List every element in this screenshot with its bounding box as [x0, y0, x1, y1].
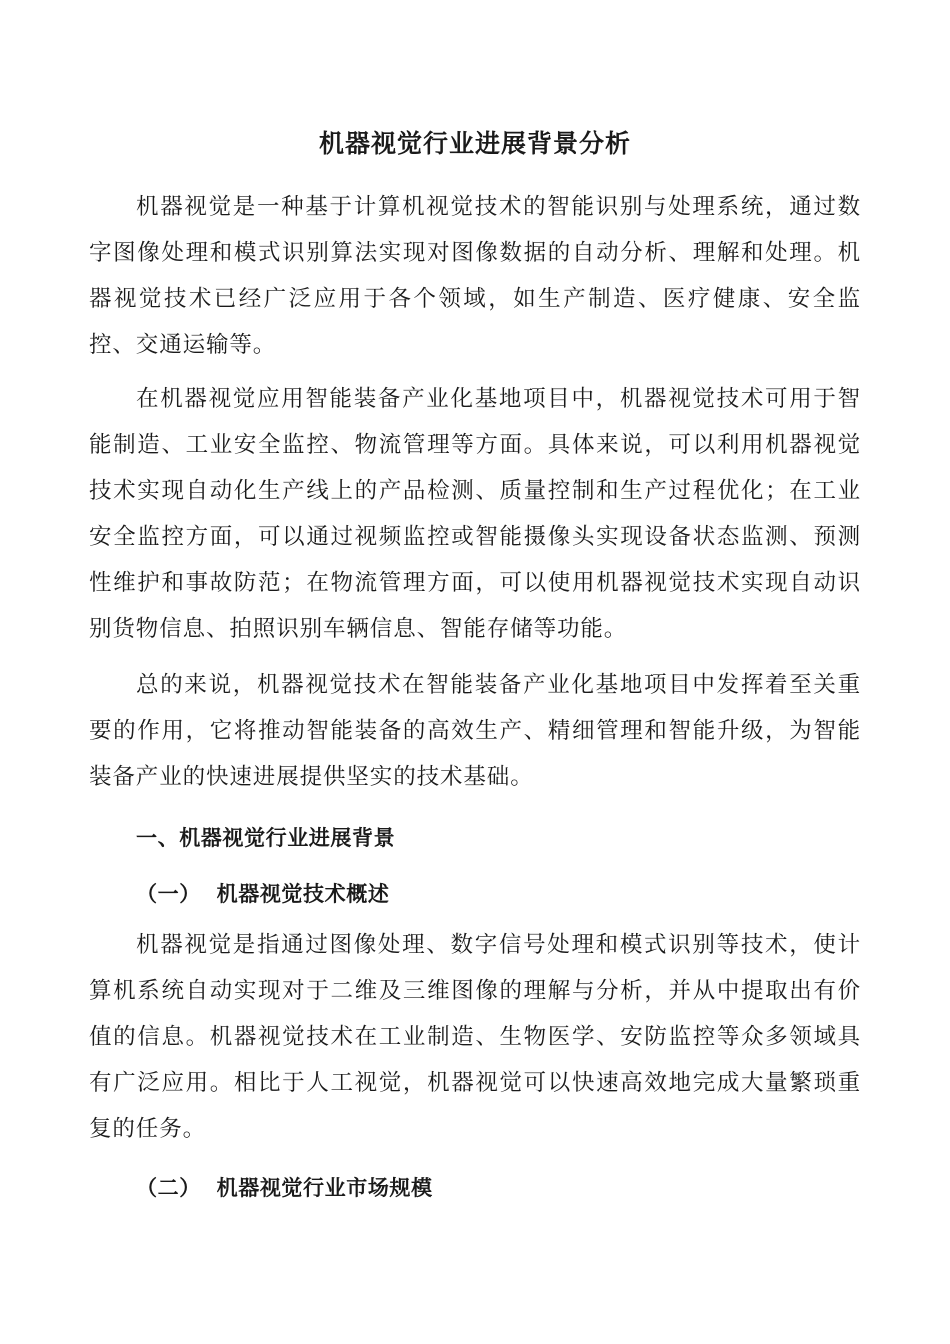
- intro-paragraph-3: 总的来说，机器视觉技术在智能装备产业化基地项目中发挥着至关重要的作用，它将推动智能装备的高效生产、精细管理和智能升级，为智能装备产业的快速进展提供坚实的技术基础。: [89, 672, 861, 790]
- subsection-1-heading: （一） 机器视觉技术概述: [136, 881, 390, 906]
- subsection-1-paragraph: 机器视觉是指通过图像处理、数字信号处理和模式识别等技术，使计算机系统自动实现对于二维及三维图像的理解与分析，并从中提取出有价值的信息。机器视觉技术在工业制造、生物医学、安防监控等众多领域具有广泛应用。相比于人工视觉，机器视觉可以快速高效地完成大量繁琐重复的任务。: [89, 932, 861, 1142]
- section-1-heading: 一、机器视觉行业进展背景: [136, 826, 396, 850]
- intro-paragraph-1: 机器视觉是一种基于计算机视觉技术的智能识别与处理系统，通过数字图像处理和模式识别算法实现对图像数据的自动分析、理解和处理。机器视觉技术已经广泛应用于各个领域，如生产制造、医疗健康、安全监控、交通运输等。: [89, 194, 861, 358]
- subsection-2-heading: （二） 机器视觉行业市场规模: [136, 1175, 433, 1200]
- document-title: 机器视觉行业进展背景分析: [318, 129, 631, 158]
- intro-paragraph-2: 在机器视觉应用智能装备产业化基地项目中，机器视觉技术可用于智能制造、工业安全监控、物流管理等方面。具体来说，可以利用机器视觉技术实现自动化生产线上的产品检测、质量控制和生产过程优化；在工业安全监控方面，可以通过视频监控或智能摄像头实现设备状态监测、预测性维护和事故防范；在物流管理方面，可以使用机器视觉技术实现自动识别货物信息、拍照识别车辆信息、智能存储等功能。: [89, 386, 861, 642]
